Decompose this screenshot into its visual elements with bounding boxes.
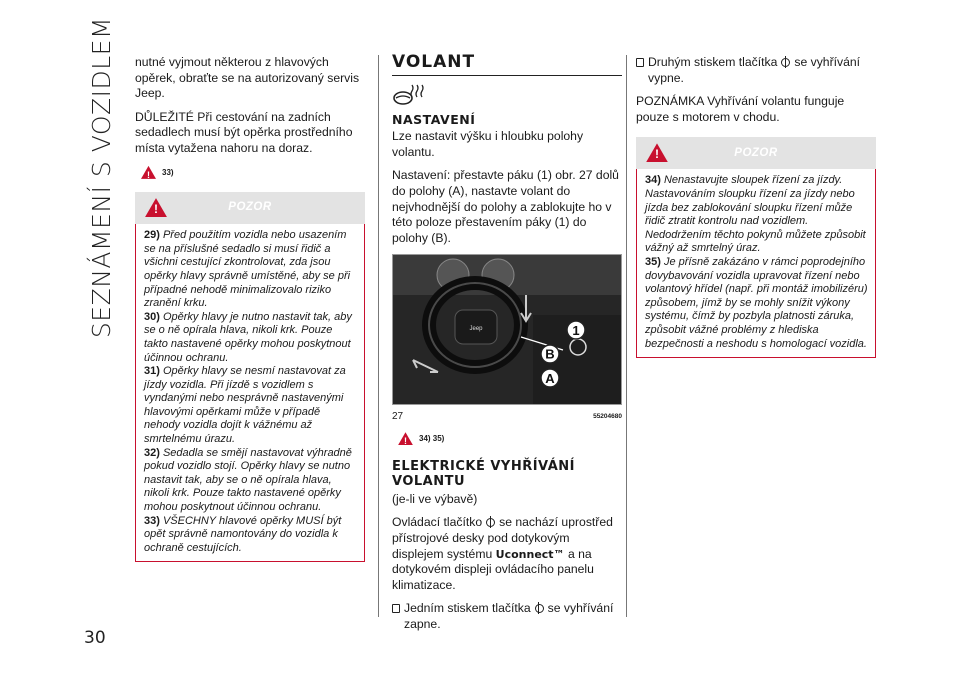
pozor-header: ! POZOR <box>135 192 365 224</box>
page-number: 30 <box>84 628 106 648</box>
warning-triangle-icon <box>398 432 413 445</box>
warning-triangle-icon <box>145 198 167 217</box>
paragraph: (je-li ve výbavě) <box>392 491 478 506</box>
paragraph: Nastavení: přestavte páku (1) obr. 27 dolů do polohy (A), nastavte volant do nejvhodnější do polohy a zablokujte ho v této poloze přestavením páky (1) do polohy (B). <box>392 168 619 245</box>
heated-steering-wheel-icon <box>392 82 426 106</box>
paragraph: Lze nastavit výšku i hloubku polohy volantu. <box>392 129 584 159</box>
chapter-side-title: SEZNÁMENÍ S VOZIDLEM <box>87 16 117 338</box>
bullet-item: Druhým stiskem tlačítka se vyhřívání vypne. <box>636 55 876 86</box>
column-3 <box>636 55 876 358</box>
pozor-header: ! POZOR <box>636 137 876 169</box>
warning-item: 29) Před použitím vozidla nebo usazením se na příslušné sedadlo si musí řidič a všichni cestující zkontrolovat, zda jsou opěrky hlavy správně umístěné, aby se při případné nehodě minimalizovalo riziko zranění krku. <box>144 229 351 310</box>
bullet-item: Jedním stiskem tlačítka se vyhřívání zapne. <box>392 601 622 632</box>
pozor-body <box>636 169 876 358</box>
svg-text:A: A <box>545 371 555 387</box>
column-1 <box>135 55 365 562</box>
heated-wheel-button-icon <box>535 604 544 613</box>
pozor-body <box>135 224 365 562</box>
column-2 <box>392 52 622 632</box>
bullet-square-icon <box>392 604 400 613</box>
warning-reference: ! 33) <box>141 165 365 181</box>
warning-item: 33) VŠECHNY hlavové opěrky MUSÍ být opět správně namontovány do vozidla k ochraně cestujících. <box>144 514 342 554</box>
heated-wheel-button-icon <box>781 58 790 67</box>
subsection-title: NASTAVENÍ <box>392 111 476 127</box>
paragraph: Ovládací tlačítko se nachází uprostřed přístrojové desky pod dotykovým displejem systému Uconnect™ a na dotykovém displeji ovládacího panelu klimatizace. <box>392 515 613 592</box>
column-divider <box>378 55 379 617</box>
warning-item: 34) Nenastavujte sloupek řízení za jízdy. Nastavováním sloupku řízení za jízdy nebo jízda bez zablokování sloupku řízení může řidič ztratit kontrolu nad vozidlem. Nedodržením těchto pokynů můžete způsobit vážný až smrtelný úraz. <box>645 174 866 255</box>
pozor-box <box>135 192 365 562</box>
warning-item: 32) Sedadla se smějí nastavovat výhradně pokud vozidlo stojí. Opěrky hlavy se nutno nastavit tak, aby se o ně opírala hlava, nikoli krk. Pouze takto nastavené opěrky mohou poskytnout účinnou ochranu. <box>144 446 352 514</box>
paragraph: nutné vyjmout některou z hlavových opěrek, obraťte se na autorizovaný servis Jeep. <box>135 55 360 101</box>
warning-triangle-icon <box>646 143 668 162</box>
column-divider <box>626 55 627 617</box>
section-title: VOLANT <box>392 55 622 76</box>
pozor-box <box>636 137 876 358</box>
warning-item: 35) Je přísně zakázáno v rámci poprodejního dovybavování vozidla upravovat řízení nebo volantový hřídel (např. při montáž imobilizéru) způsobem, jímž by se mohly snížit výkony systému, čímž by pozbyla platnosti záruka, způsobit vážné problémy z hlediska bezpečnosti a neshodu s homologací vozidla. <box>645 255 868 350</box>
paragraph: DŮLEŽITÉ Při cestování na zadních sedadlech musí být opěrka prostředního místa vytažena nahoru na doraz. <box>135 109 353 155</box>
svg-text:1: 1 <box>572 323 580 339</box>
warning-item: 30) Opěrky hlavy je nutno nastavit tak, aby se o ně opírala hlava, nikoli krk. Pouze takto nastavené opěrky mohou poskytnout účinnou ochranu. <box>144 310 352 364</box>
steering-wheel-figure <box>392 254 622 405</box>
figure-caption: 27 55204680 <box>392 411 622 423</box>
svg-text:B: B <box>545 346 555 362</box>
heated-wheel-button-icon <box>486 518 495 527</box>
warning-triangle-icon <box>141 166 156 179</box>
bullet-square-icon <box>636 58 644 67</box>
svg-text:Jeep: Jeep <box>469 326 483 333</box>
subsection-title: ELEKTRICKÉ VYHŘÍVÁNÍ VOLANTU <box>392 458 576 490</box>
paragraph: POZNÁMKA Vyhřívání volantu funguje pouze s motorem v chodu. <box>636 94 845 124</box>
warning-reference: ! 34) 35) <box>398 431 622 447</box>
warning-item: 31) Opěrky hlavy se nesmí nastavovat za jízdy vozidla. Při jízdě s vozidlem s vyndanými nebo nesprávně nastavenými hlavovými opěrkami může v případě nehody vozidla dojít k vážnému až smrtelnému úrazu. <box>144 365 346 446</box>
